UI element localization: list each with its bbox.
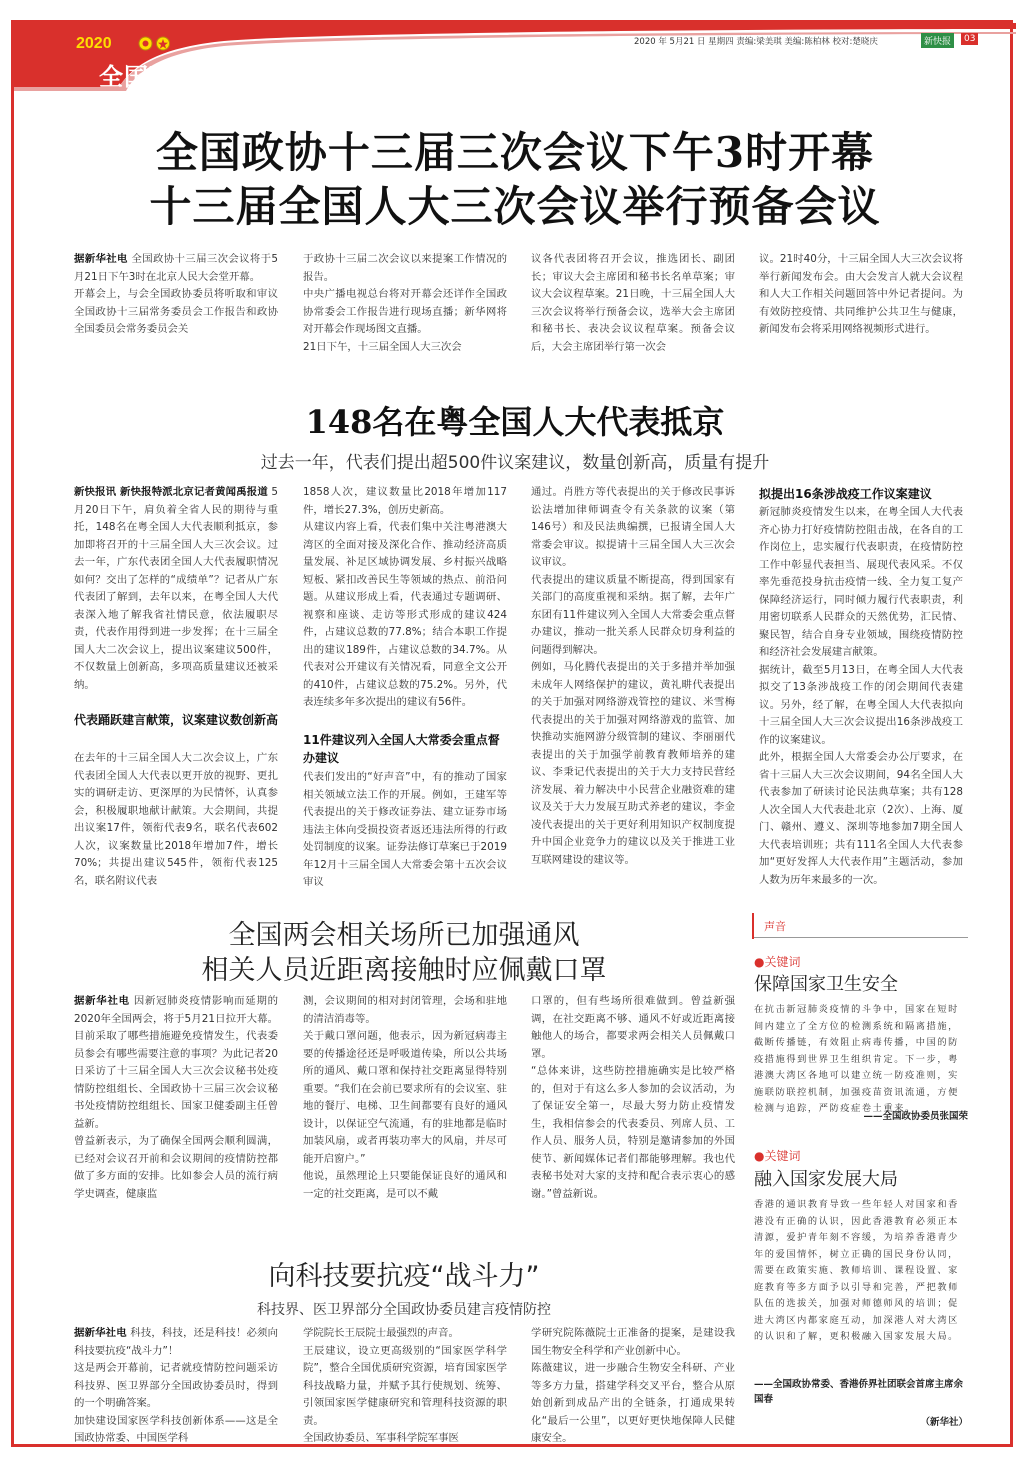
lead-col-3: 议各代表团将召开会议，推选团长、副团长；审议大会主席团和秘书长名单草案；审议大会议程草案。21日晚，十三届全国人大三次会议将举行预备会议，选举大会主席团和秘书长、表决会议议程草案。预备会议后，大会主席团举行第一次会 bbox=[531, 253, 735, 353]
third-col-2: 测，会议期间的相对封闭管理，会场和驻地的清洁消毒等。 关于戴口罩问题，他表示，因为新冠病毒主要的传播途径还是呼吸道传染，所以公共场所的通风、戴口罩和保持社交距离显得特别重要。“我们在会前已要求所有的会议室、驻地的餐厅、电梯、卫生间都要有良好的通风设计，以保证空气流通，有的驻地都是临时加装风扇，或者再装功率大的风扇，并尽可能开启窗户。” 他说，虽然理论上只要能保证良好的通风和一定的社交距离，是可以不戴 bbox=[303, 995, 507, 1200]
fourth-headline: 向科技要抗疫“战斗力” bbox=[268, 1261, 540, 1292]
keyword-title-2: 融入国家发展大局 bbox=[754, 1169, 898, 1190]
lead-col-2: 于政协十三届二次会议以来提案工作情况的报告。 中央广播电视总台将对开幕会还详作全国政协常委会工作报告进行现场直播；新华网将对开幕会作现场图文直播。 21日下午，十三届全国人大三次会 bbox=[303, 253, 507, 353]
lead-headline-2: 十三届全国人大三次会议举行预备会议 bbox=[149, 182, 881, 231]
fourth-col-3: 学研究院陈薇院士正准备的提案，是建设我国生物安全科学和产业创新中心。 陈薇建议，进一步融合生物安全科研、产业等多方力量，搭建学科交叉平台，整合从原始创新到成品产出的全链条，打通成果转化“最后一公里”，以更好更快地保障人民健康安全。 bbox=[531, 1327, 735, 1444]
newspaper-page bbox=[11, 20, 1013, 1447]
lead-headline-1: 全国政协十三届三次会议下午3时开幕 bbox=[155, 128, 875, 177]
voices-rule bbox=[752, 913, 754, 939]
second-headline: 148名在粤全国人大代表抵京 bbox=[305, 403, 725, 441]
keyword-quote-2: 香港的通识教育导致一些年轻人对国家和香港没有正确的认识，因此香港教育必须正本清源，爱护青年刻不容缓，为培养香港青少年的爱国情怀，树立正确的国民身份认同，需要在政策实施、教师培训、课程设置、家庭教育等多方面予以引导和完善，严把教师队伍的选拔关，加强对师德师风的培训；促进大湾区内都家庭互动，加深港人对大湾区的认识和了解，更积极融入国家发展大局。 bbox=[754, 1199, 959, 1342]
emblem-icon bbox=[138, 36, 176, 51]
fourth-col-1-text: 科技，科技，还是科技！必须向科技要抗疫“战斗力”！ 这是两会开幕前，记者就疫情防控问题采访科技界、医卫界部分全国政协委员时，得到的一个明确答案。 加快建设国家医学科技创新体系——这是全国政协常委、中国医学科 bbox=[74, 1327, 278, 1444]
second-col-2-top: 1858人次，建议数量比2018年增加117件，增长27.3%，创历史新高。 从建议内容上看，代表们集中关注粤港澳大湾区的全面对接及深化合作、推动经济高质量发展、补足区域协调发展、乡村振兴战略短板、紧扣改善民生等领域的热点、前沿问题。从建议形成上看，代表通过专题调研、视察和座谈、走访等形式形成的建议424件，占建议总数的77.8%；结合本职工作提出的建议189件，占建议总数的34.7%。从代表对公开建议有关情况看，同意全文公开的410件，占建议总数的75.2%。另外，代表连续多年多次提出的建议有56件。 bbox=[303, 486, 507, 708]
keyword-attribution-2: ——全国政协常委、香港侨界社团联会首席主席余国春 bbox=[754, 1379, 964, 1405]
xinhua-credit: （新华社） bbox=[920, 1417, 968, 1428]
third-col-3: 口罩的，但有些场所很难做到。曾益新强调，在社交距离不够、通风不好或近距离接触他人的场合，都要求两会相关人员佩戴口罩。 “总体来讲，这些防控措施确实是比较严格的，但对于有这么多人参加的会议活动，为了保证安全第一，尽最大努力防止疫情发生，我相信参会的代表委员、列席人员、工作人员、服务人员，特别是邀请参加的外国使节、新闻媒体记者们都能够理解。我也代表秘书处对大家的支持和配合表示衷心的感谢。”曾益新说。 bbox=[531, 995, 735, 1200]
keyword-quote-1: 在抗击新冠肺炎疫情的斗争中，国家在短时间内建立了全方位的检测系统和隔离措施，截断传播链，有效阻止病毒传播，中国的防疫措施得到世界卫生组织肯定。下一步，粤港澳大湾区各地可以建立统一防疫准则，实施联防联控机制，加强疫苗资讯流通，方便检测与追踪，严防疫症卷土重来。 bbox=[754, 1004, 959, 1114]
page-number: 03 bbox=[961, 33, 978, 45]
lead-col-1-text: 全国政协十三届三次会议将于5月21日下午3时在北京人民大会堂开幕。 开幕会上，与会全国政协委员将听取和审议全国政协十三届常务委员会工作报告和政协全国委员会常务委员会关 bbox=[74, 253, 278, 335]
second-col-1-intro-text: 5月20日下午，肩负着全省人民的期待与重托，148名在粤全国人大代表顺利抵京，参加即将召开的十三届全国人大三次会议。过去一年，广东代表团全国人大代表履职情况如何？交出了怎样的“成绩单”？记者从广东代表团了解到，去年以来，在粤全国人大代表深入地了解我省社情民意，依法履职尽责，代表作用得到进一步发挥；在十三届全国人大二次会议上，提出议案建议500件，不仅数量上创新高，多项高质量建议还被采纳。 bbox=[74, 486, 278, 691]
brand-badge: 新快报 bbox=[921, 33, 954, 48]
voices-underline bbox=[754, 937, 968, 938]
fourth-col-1 bbox=[74, 1325, 278, 1444]
second-col-1-intro bbox=[74, 484, 278, 696]
second-col-3: 通过。肖胜方等代表提出的关于修改民事诉讼法增加律师调查令有关条款的议案（第146号）和及民法典编撰，已报请全国人大常委会审议。拟提请十三届全国人大三次会议审议。 代表提出的建议质量不断提高，得到国家有关部门的高度重视和采纳。据了解，去年广东团有11件建议列入全国人大常委会重点督办建议，推动一批关系人民群众切身利益的问题得到解决。 例如，马化腾代表提出的关于多措并举加强未成年人网络保护的建议，黄礼畊代表提出的关于加强对网络游戏管控的建议、米雪梅代表提出的关于加强对网络游戏的监管、加快推动实施网游分级管制的建议、李丽丽代表提出的关于加强学前教育教师培养的建议、李秉记代表提出的关于大力支持民营经济发展、着力解决中小民营企业融资难的建议及关于大力发展互助式养老的建议，李金凌代表提出的关于更好利用知识产权制度提升中国企业竞争力的建议以及关于推进工业互联网建设的建议等。 bbox=[531, 486, 735, 866]
fourth-subheadline: 科技界、医卫界部分全国政协委员建言疫情防控 bbox=[257, 1302, 551, 1318]
third-col-1 bbox=[74, 993, 278, 1243]
second-col-1-subhead: 代表踊跃建言献策，议案建议数创新高 bbox=[74, 713, 279, 727]
third-headline-1: 全国两会相关场所已加强通风 bbox=[228, 920, 580, 951]
lead-col-4: 议。21时40分，十三届全国人大三次会议将举行新闻发布会。由大会发言人就大会议程和人大工作相关问题回答中外记者提问。为有效防控疫情、共同维护公共卫生与健康，新闻发布会将采用网络视频形式进行。 bbox=[759, 253, 963, 335]
header-year: 2020 bbox=[76, 35, 112, 52]
second-subheadline: 过去一年，代表们提出超500件议案建议，数量创新高，质量有提升 bbox=[260, 453, 770, 473]
fourth-byline: 据新华社电 bbox=[74, 1327, 127, 1339]
third-byline: 据新华社电 bbox=[74, 995, 130, 1007]
second-col-4-body: 新冠肺炎疫情发生以来，在粤全国人大代表齐心协力打好疫情防控阻击战，在各自的工作岗位上，忠实履行代表职责，在疫情防控工作中彰显代表担当、展现代表风采。不仅率先垂范投身抗击疫情一线、全力复工复产保障经济运行，同时倾力履行代表职责，利用密切联系人民群众的天然优势，汇民情、聚民智，结合自身专业领域，围绕疫情防控和经济社会发展建言献策。 据统计，截至5月13日，在粤全国人大代表拟交了13条涉战疫工作的闭会期间代表建议。另外，经了解，在粤全国人大代表拟向十三届全国人大三次会议提出16条涉战疫工作的议案建议。 此外，根据全国人大常委会办公厅要求，在省十三届人大三次会议期间，94名全国人大代表参加了研读讨论民法典草案；共有128人次全国人大代表赴北京（2次）、上海、厦门、赣州、遵义、深圳等地参加7期全国人大代表培训班；共有111名全国人大代表参加“更好发挥人大代表作用”主题活动，参加人数为历年来最多的一次。 bbox=[759, 506, 963, 886]
second-col-2-subhead: 11件建议列入全国人大常委会重点督办建议 bbox=[303, 733, 500, 765]
keyword-label-2: ●关键词 bbox=[754, 1149, 801, 1163]
section-label: 全国两会 bbox=[99, 63, 199, 91]
third-col-1-text: 因新冠肺炎疫情影响而延期的2020年全国两会，将于5月21日拉开大幕。目前采取了哪些措施避免疫情发生，代表委员参会有哪些需要注意的事项？为此记者20日采访了十三届全国人大三次会议秘书处疫情防控组组长、全国政协十三届三次会议秘书处疫情防控组组长、国家卫健委副主任曾益新。 曾益新表示，为了确保全国两会顺利圆满，已经对会议召开前和会议期间的疫情防控都做了多方面的安排。比如参会人员的流行病学史调查，健康监 bbox=[74, 995, 278, 1200]
keyword-label-1: ●关键词 bbox=[754, 955, 801, 969]
keyword-title-1: 保障国家卫生安全 bbox=[754, 974, 898, 995]
fourth-col-2: 学院院长王辰院士最强烈的声音。 王辰建议，设立更高级别的“国家医学科学院”，整合全国优质研究资源，培育国家医学科技战略力量，并赋予其行使规划、统筹、引领国家医学健康研究和管理科技资源的职责。 全国政协委员、军事科学院军事医 bbox=[303, 1327, 507, 1444]
lead-col-1 bbox=[74, 251, 278, 335]
second-col-4-subhead: 拟提出16条涉战疫工作议案建议 bbox=[759, 487, 932, 501]
second-byline: 新快报讯 新快报特派北京记者黄闻禹报道 bbox=[74, 486, 268, 498]
third-headline-2: 相关人员近距离接触时应佩戴口罩 bbox=[201, 955, 607, 986]
voices-tag: 声音 bbox=[764, 920, 786, 933]
lead-byline: 据新华社电 bbox=[74, 253, 128, 265]
keyword-attribution-1: ——全国政协委员张国荣 bbox=[863, 1111, 968, 1122]
header-meta: 2020 年 5月21 日 星期四 责编:梁美琪 美编:陈柏林 校对:楚晓庆 bbox=[634, 37, 878, 47]
second-col-1-body: 在去年的十三届全国人大二次会议上，广东代表团全国人大代表以更开放的视野、更扎实的调研走访、更深厚的为民情怀，认真参会，积极履职地献计献策。大会期间，共提出议案17件，领衔代表9名，联名代表602人次，议案数量比2018年增加7件，增长70%；共提出建议545件，领衔代表125名，联名附议代表 bbox=[74, 752, 278, 887]
second-col-2-body: 代表们发出的“好声音”中，有的推动了国家相关领域立法工作的开展。例如，王建军等代表提出的关于修改证券法、建立证券市场违法主体向受损投资者返还违法所得的行政处罚制度的议案。证券法修订草案已于2019年12月十三届全国人大常委会第十五次会议审议 bbox=[303, 771, 507, 888]
